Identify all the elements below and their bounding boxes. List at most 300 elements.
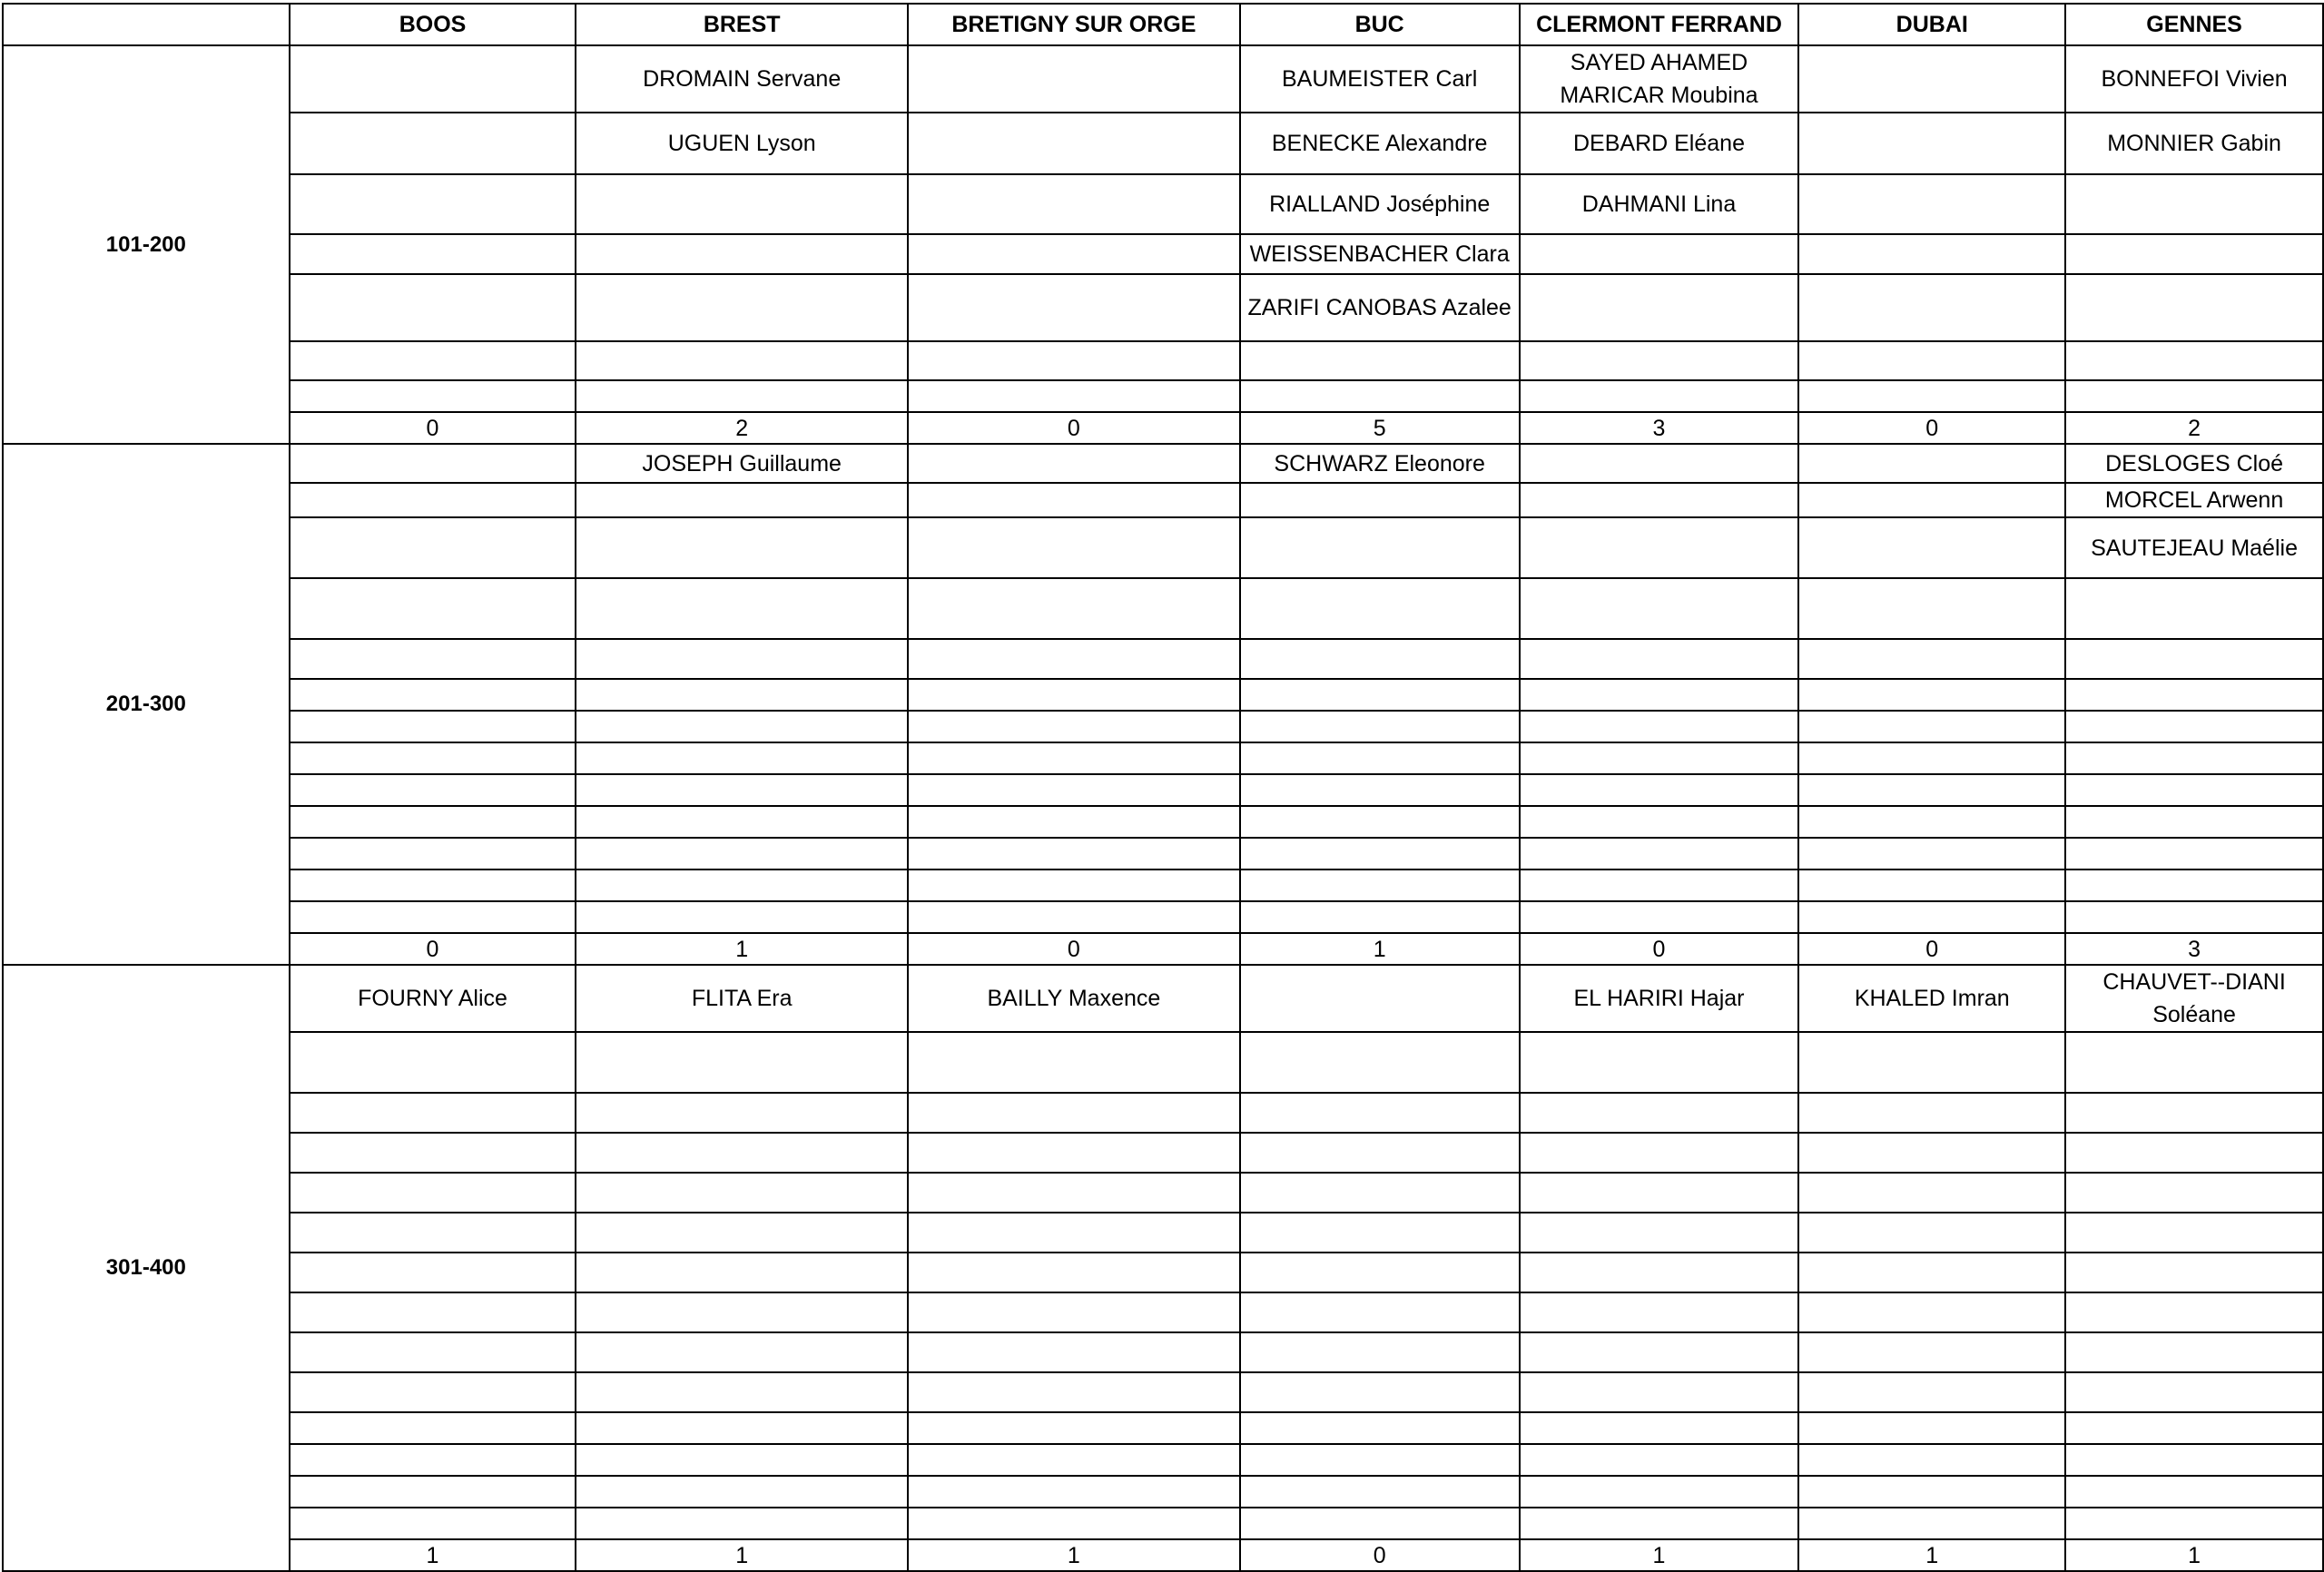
name-cell <box>1520 639 1799 679</box>
name-cell <box>290 1412 576 1444</box>
name-cell <box>576 1332 908 1372</box>
name-cell <box>576 1133 908 1173</box>
table-row <box>3 774 2323 806</box>
name-cell <box>1798 1444 2065 1476</box>
table-row <box>3 901 2323 933</box>
name-cell: SAUTEJEAU Maélie <box>2065 517 2323 578</box>
total-cell: 3 <box>2065 933 2323 965</box>
name-cell <box>1798 639 2065 679</box>
name-cell <box>290 341 576 380</box>
name-cell <box>1798 341 2065 380</box>
name-cell <box>1798 1292 2065 1332</box>
name-cell <box>1520 483 1799 517</box>
name-cell: MORCEL Arwenn <box>2065 483 2323 517</box>
total-cell: 0 <box>1798 933 2065 965</box>
total-cell: 1 <box>290 1539 576 1571</box>
name-cell <box>1798 774 2065 806</box>
name-cell <box>1798 1412 2065 1444</box>
name-cell <box>1520 1444 1799 1476</box>
name-cell <box>1520 1372 1799 1412</box>
name-cell <box>908 838 1240 870</box>
name-cell <box>290 113 576 174</box>
name-cell <box>1240 517 1520 578</box>
name-cell <box>908 1213 1240 1253</box>
name-cell <box>290 1292 576 1332</box>
name-cell <box>1520 1412 1799 1444</box>
name-cell <box>1798 1476 2065 1508</box>
name-cell <box>290 1133 576 1173</box>
table-row <box>3 1093 2323 1133</box>
name-cell <box>1798 806 2065 838</box>
name-cell: ZARIFI CANOBAS Azalee <box>1240 274 1520 341</box>
group-label: 201-300 <box>3 444 290 965</box>
name-cell <box>1520 1032 1799 1093</box>
name-cell <box>1798 1508 2065 1539</box>
assignment-table <box>2 3 2324 1572</box>
table-row <box>3 1412 2323 1444</box>
name-cell <box>2065 1253 2323 1292</box>
table-row <box>3 517 2323 578</box>
name-cell <box>290 483 576 517</box>
name-cell <box>290 742 576 774</box>
name-cell <box>908 1444 1240 1476</box>
name-cell <box>908 1133 1240 1173</box>
name-cell <box>2065 679 2323 711</box>
name-cell: SAYED AHAMED MARICAR Moubina <box>1520 45 1799 113</box>
table-row <box>3 1133 2323 1173</box>
total-cell: 1 <box>1798 1539 2065 1571</box>
name-cell: DEBARD Eléane <box>1520 113 1799 174</box>
name-cell: MONNIER Gabin <box>2065 113 2323 174</box>
table-row <box>3 444 2323 483</box>
name-cell <box>1240 1292 1520 1332</box>
table-row <box>3 45 2323 113</box>
name-cell <box>290 1476 576 1508</box>
group-label: 101-200 <box>3 45 290 444</box>
name-cell <box>576 870 908 901</box>
table-row <box>3 380 2323 412</box>
name-cell <box>1240 901 1520 933</box>
total-cell: 0 <box>908 933 1240 965</box>
name-cell <box>1520 1093 1799 1133</box>
name-cell: UGUEN Lyson <box>576 113 908 174</box>
total-cell: 1 <box>1520 1539 1799 1571</box>
name-cell <box>2065 870 2323 901</box>
name-cell <box>1798 1173 2065 1213</box>
column-header: BOOS <box>290 4 576 45</box>
table-row <box>3 483 2323 517</box>
table-row <box>3 1032 2323 1093</box>
table-row <box>3 639 2323 679</box>
name-cell <box>2065 901 2323 933</box>
name-cell <box>2065 1173 2323 1213</box>
name-cell <box>1798 234 2065 274</box>
name-cell <box>1240 870 1520 901</box>
name-cell <box>576 1292 908 1332</box>
column-header: BUC <box>1240 4 1520 45</box>
totals-row <box>3 933 2323 965</box>
name-cell <box>908 1292 1240 1332</box>
name-cell <box>2065 639 2323 679</box>
name-cell <box>2065 1133 2323 1173</box>
name-cell <box>908 174 1240 234</box>
name-cell <box>908 1372 1240 1412</box>
total-cell: 0 <box>1798 412 2065 444</box>
name-cell <box>908 1476 1240 1508</box>
name-cell <box>576 742 908 774</box>
name-cell <box>290 1332 576 1372</box>
name-cell <box>1798 1253 2065 1292</box>
name-cell <box>1798 742 2065 774</box>
name-cell <box>1520 679 1799 711</box>
name-cell <box>1520 742 1799 774</box>
name-cell <box>576 1508 908 1539</box>
totals-row <box>3 1539 2323 1571</box>
name-cell <box>576 1444 908 1476</box>
name-cell <box>908 711 1240 742</box>
name-cell: CHAUVET--DIANI Soléane <box>2065 965 2323 1032</box>
name-cell <box>2065 1332 2323 1372</box>
name-cell <box>576 380 908 412</box>
name-cell <box>1240 1372 1520 1412</box>
column-header: DUBAI <box>1798 4 2065 45</box>
name-cell <box>290 774 576 806</box>
name-cell <box>290 274 576 341</box>
name-cell <box>1520 1133 1799 1173</box>
name-cell <box>576 483 908 517</box>
name-cell <box>576 517 908 578</box>
header-corner-cell <box>3 4 290 45</box>
name-cell <box>1240 483 1520 517</box>
name-cell: SCHWARZ Eleonore <box>1240 444 1520 483</box>
name-cell <box>2065 1213 2323 1253</box>
name-cell <box>1240 380 1520 412</box>
total-cell: 1 <box>1240 933 1520 965</box>
total-cell: 0 <box>290 933 576 965</box>
name-cell <box>290 1173 576 1213</box>
name-cell <box>1798 870 2065 901</box>
name-cell <box>1240 742 1520 774</box>
name-cell <box>908 1412 1240 1444</box>
name-cell: KHALED Imran <box>1798 965 2065 1032</box>
name-cell <box>1240 1508 1520 1539</box>
name-cell <box>1798 517 2065 578</box>
name-cell <box>1240 1032 1520 1093</box>
name-cell <box>290 234 576 274</box>
name-cell <box>1798 444 2065 483</box>
name-cell <box>576 578 908 639</box>
name-cell <box>1240 1213 1520 1253</box>
name-cell <box>1798 578 2065 639</box>
column-header: BREST <box>576 4 908 45</box>
table-row <box>3 113 2323 174</box>
total-cell: 1 <box>576 1539 908 1571</box>
name-cell <box>1520 901 1799 933</box>
table-row <box>3 838 2323 870</box>
name-cell <box>1520 806 1799 838</box>
name-cell <box>1798 113 2065 174</box>
name-cell <box>1520 274 1799 341</box>
name-cell <box>2065 234 2323 274</box>
name-cell: JOSEPH Guillaume <box>576 444 908 483</box>
name-cell <box>908 444 1240 483</box>
name-cell <box>908 517 1240 578</box>
table-row <box>3 1213 2323 1253</box>
name-cell <box>908 870 1240 901</box>
name-cell <box>2065 1093 2323 1133</box>
name-cell <box>1240 679 1520 711</box>
name-cell <box>1520 1173 1799 1213</box>
header-row <box>3 4 2323 45</box>
name-cell: BENECKE Alexandre <box>1240 113 1520 174</box>
name-cell <box>2065 274 2323 341</box>
name-cell <box>576 274 908 341</box>
total-cell: 3 <box>1520 412 1799 444</box>
table-row <box>3 965 2323 1032</box>
name-cell <box>576 679 908 711</box>
name-cell <box>290 1213 576 1253</box>
name-cell <box>1240 965 1520 1032</box>
name-cell <box>290 1032 576 1093</box>
name-cell <box>290 444 576 483</box>
name-cell <box>1240 1332 1520 1372</box>
name-cell <box>576 1476 908 1508</box>
name-cell <box>290 1444 576 1476</box>
column-header: BRETIGNY SUR ORGE <box>908 4 1240 45</box>
name-cell <box>2065 711 2323 742</box>
name-cell: BAILLY Maxence <box>908 965 1240 1032</box>
name-cell <box>1520 444 1799 483</box>
name-cell <box>1520 774 1799 806</box>
name-cell <box>290 870 576 901</box>
name-cell: DROMAIN Servane <box>576 45 908 113</box>
table-row <box>3 1253 2323 1292</box>
name-cell <box>908 639 1240 679</box>
name-cell <box>1520 517 1799 578</box>
name-cell <box>1240 1253 1520 1292</box>
name-cell <box>576 1372 908 1412</box>
name-cell <box>2065 1292 2323 1332</box>
name-cell <box>2065 806 2323 838</box>
name-cell <box>290 578 576 639</box>
total-cell: 0 <box>1520 933 1799 965</box>
name-cell <box>1798 711 2065 742</box>
table-row <box>3 274 2323 341</box>
name-cell <box>1520 1292 1799 1332</box>
table-row <box>3 174 2323 234</box>
name-cell <box>1520 1476 1799 1508</box>
name-cell <box>1240 1093 1520 1133</box>
name-cell <box>1798 45 2065 113</box>
name-cell: RIALLAND Joséphine <box>1240 174 1520 234</box>
name-cell <box>1520 1508 1799 1539</box>
table-row <box>3 341 2323 380</box>
name-cell <box>908 1253 1240 1292</box>
table-row <box>3 1173 2323 1213</box>
name-cell <box>2065 380 2323 412</box>
name-cell <box>1798 380 2065 412</box>
name-cell <box>576 838 908 870</box>
name-cell <box>1240 341 1520 380</box>
name-cell <box>2065 578 2323 639</box>
name-cell <box>908 45 1240 113</box>
name-cell <box>290 711 576 742</box>
total-cell: 1 <box>576 933 908 965</box>
name-cell <box>290 901 576 933</box>
total-cell: 2 <box>2065 412 2323 444</box>
table-row <box>3 1508 2323 1539</box>
table-body <box>3 45 2323 1571</box>
name-cell <box>576 174 908 234</box>
name-cell <box>2065 742 2323 774</box>
name-cell: BONNEFOI Vivien <box>2065 45 2323 113</box>
table-row <box>3 578 2323 639</box>
table-row <box>3 742 2323 774</box>
name-cell <box>1798 1133 2065 1173</box>
name-cell <box>576 806 908 838</box>
name-cell <box>908 806 1240 838</box>
name-cell <box>908 380 1240 412</box>
name-cell <box>1520 1213 1799 1253</box>
name-cell <box>908 1508 1240 1539</box>
name-cell: EL HARIRI Hajar <box>1520 965 1799 1032</box>
name-cell <box>908 1173 1240 1213</box>
column-header: GENNES <box>2065 4 2323 45</box>
name-cell <box>1798 1332 2065 1372</box>
name-cell <box>576 1213 908 1253</box>
total-cell: 0 <box>1240 1539 1520 1571</box>
name-cell <box>908 483 1240 517</box>
name-cell <box>1798 174 2065 234</box>
group-label: 301-400 <box>3 965 290 1571</box>
name-cell <box>576 1173 908 1213</box>
table-row <box>3 679 2323 711</box>
name-cell: BAUMEISTER Carl <box>1240 45 1520 113</box>
name-cell <box>1798 483 2065 517</box>
name-cell <box>1798 901 2065 933</box>
name-cell <box>908 1032 1240 1093</box>
name-cell <box>290 174 576 234</box>
name-cell <box>576 711 908 742</box>
name-cell <box>2065 1476 2323 1508</box>
name-cell <box>908 578 1240 639</box>
name-cell <box>1240 578 1520 639</box>
table-row <box>3 1476 2323 1508</box>
name-cell <box>908 1093 1240 1133</box>
name-cell: DESLOGES Cloé <box>2065 444 2323 483</box>
column-header: CLERMONT FERRAND <box>1520 4 1799 45</box>
name-cell <box>1520 1332 1799 1372</box>
name-cell <box>2065 1508 2323 1539</box>
name-cell <box>2065 1032 2323 1093</box>
name-cell <box>2065 1372 2323 1412</box>
name-cell <box>290 1093 576 1133</box>
total-cell: 5 <box>1240 412 1520 444</box>
name-cell <box>576 774 908 806</box>
name-cell <box>1798 1093 2065 1133</box>
total-cell: 2 <box>576 412 908 444</box>
name-cell <box>1240 838 1520 870</box>
name-cell <box>576 901 908 933</box>
name-cell <box>290 1508 576 1539</box>
name-cell <box>2065 1444 2323 1476</box>
total-cell: 0 <box>290 412 576 444</box>
name-cell <box>576 1253 908 1292</box>
name-cell <box>1520 234 1799 274</box>
table-row <box>3 870 2323 901</box>
name-cell <box>290 1372 576 1412</box>
name-cell <box>576 234 908 274</box>
name-cell <box>1520 578 1799 639</box>
name-cell <box>576 639 908 679</box>
table-row <box>3 1292 2323 1332</box>
name-cell <box>1240 1173 1520 1213</box>
table-row <box>3 806 2323 838</box>
name-cell <box>2065 838 2323 870</box>
name-cell <box>1240 711 1520 742</box>
name-cell <box>1520 341 1799 380</box>
name-cell <box>908 901 1240 933</box>
name-cell <box>290 1253 576 1292</box>
name-cell <box>1798 274 2065 341</box>
name-cell <box>1520 1253 1799 1292</box>
total-cell: 1 <box>2065 1539 2323 1571</box>
table-row <box>3 234 2323 274</box>
name-cell <box>290 639 576 679</box>
name-cell <box>1240 806 1520 838</box>
name-cell <box>290 806 576 838</box>
totals-row <box>3 412 2323 444</box>
name-cell <box>1798 1032 2065 1093</box>
name-cell <box>908 774 1240 806</box>
name-cell <box>908 679 1240 711</box>
name-cell <box>1240 1444 1520 1476</box>
name-cell <box>290 838 576 870</box>
name-cell <box>908 274 1240 341</box>
name-cell <box>1798 1213 2065 1253</box>
name-cell <box>1520 870 1799 901</box>
name-cell <box>290 517 576 578</box>
name-cell <box>1240 639 1520 679</box>
name-cell <box>290 45 576 113</box>
table-row <box>3 1372 2323 1412</box>
name-cell <box>908 1332 1240 1372</box>
name-cell <box>1798 1372 2065 1412</box>
name-cell <box>908 113 1240 174</box>
name-cell <box>1520 838 1799 870</box>
name-cell <box>1798 838 2065 870</box>
name-cell <box>2065 774 2323 806</box>
table-row <box>3 1444 2323 1476</box>
name-cell <box>908 341 1240 380</box>
name-cell <box>290 380 576 412</box>
name-cell <box>1798 679 2065 711</box>
table-row <box>3 711 2323 742</box>
name-cell <box>1240 1412 1520 1444</box>
total-cell: 1 <box>908 1539 1240 1571</box>
name-cell: WEISSENBACHER Clara <box>1240 234 1520 274</box>
name-cell <box>576 1093 908 1133</box>
total-cell: 0 <box>908 412 1240 444</box>
name-cell <box>908 234 1240 274</box>
table-row <box>3 1332 2323 1372</box>
name-cell <box>576 341 908 380</box>
name-cell <box>2065 174 2323 234</box>
name-cell <box>576 1032 908 1093</box>
name-cell <box>908 742 1240 774</box>
name-cell <box>1520 711 1799 742</box>
name-cell <box>576 1412 908 1444</box>
